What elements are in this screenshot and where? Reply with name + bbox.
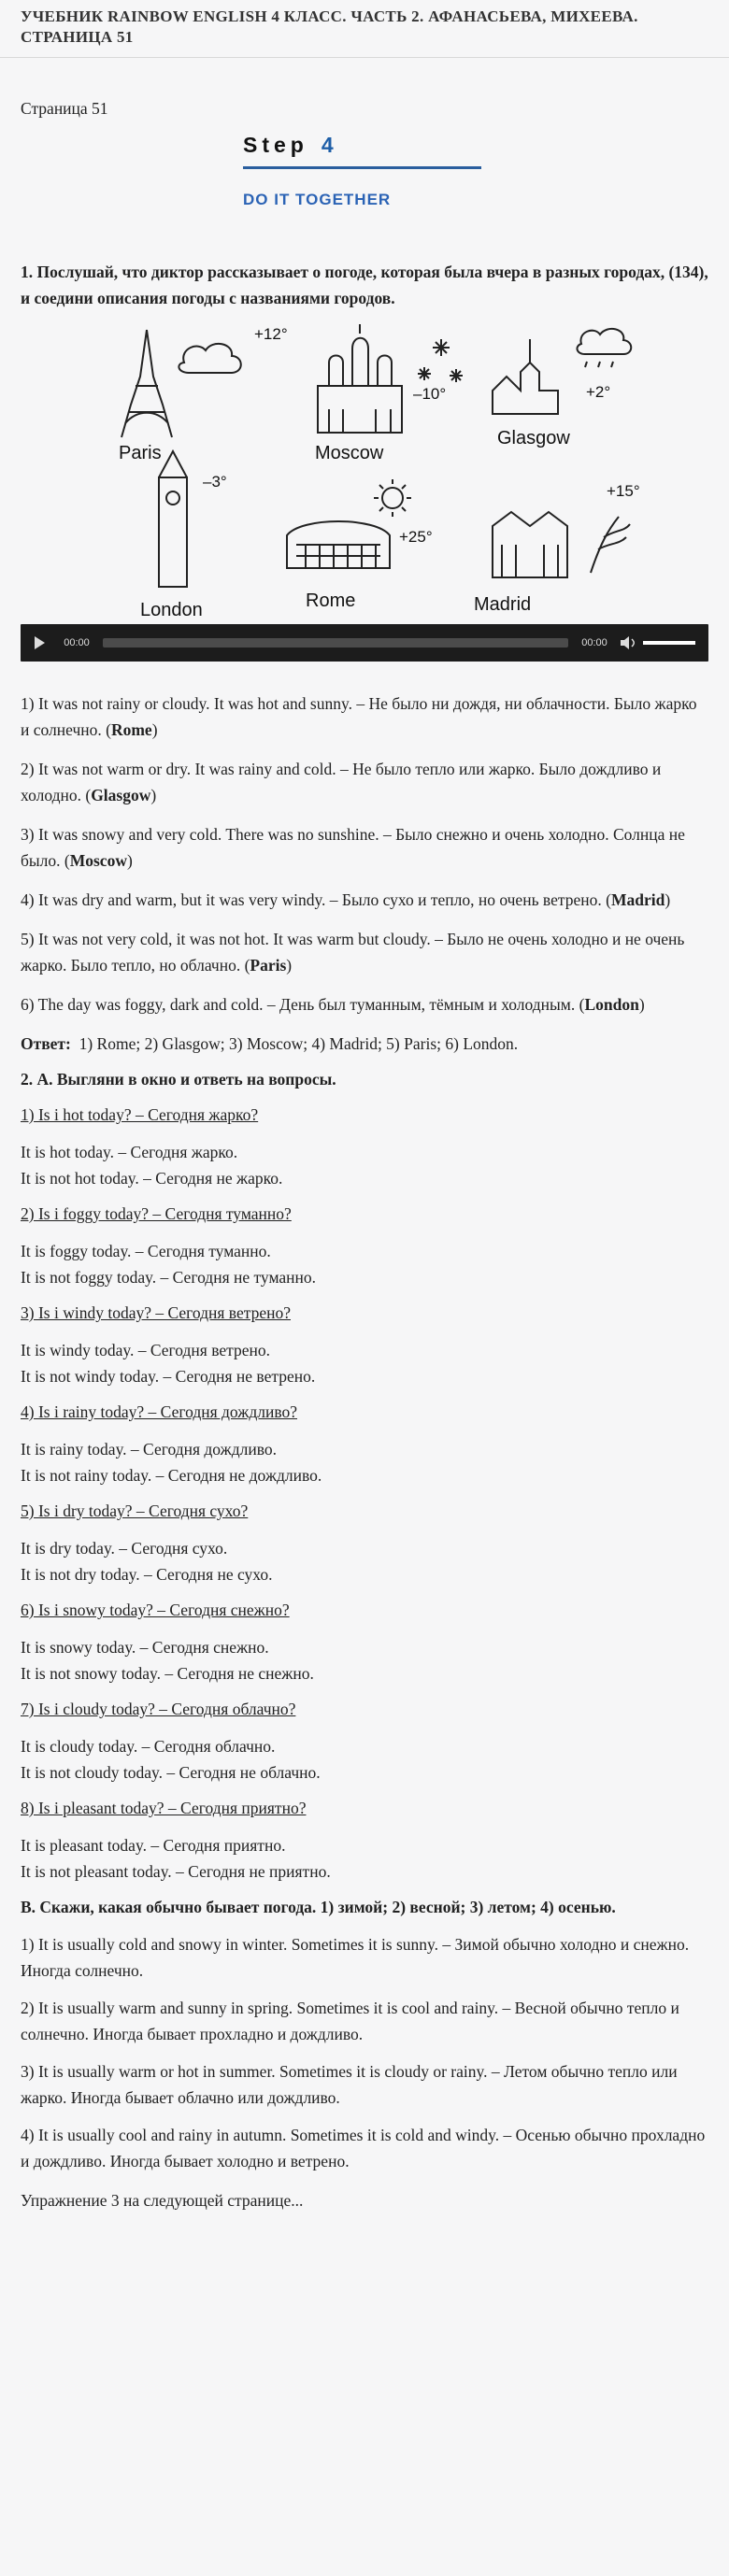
seasons-list (21, 1931, 708, 2174)
city-label-moscow: Moscow (315, 443, 384, 463)
item-end: ) (638, 995, 645, 1014)
task-2b-title: В. Скажи, какая обычно бывает погода. 1) зимой; 2) весной; 3) летом; 4) осенью. (21, 1898, 616, 1916)
answer-sentence: It is foggy today. – Сегодня туманно. (21, 1242, 271, 1260)
question: 2) Is i foggy today? – Сегодня туманно? (21, 1204, 292, 1223)
task-2a-title: 2. А. Выгляни в окно и ответь на вопросы. (21, 1070, 336, 1089)
city-label-paris: Paris (119, 443, 162, 463)
castle-icon (493, 339, 558, 414)
step-word: Step (243, 133, 308, 157)
temp-madrid: +15° (607, 482, 640, 500)
city-label-london: London (140, 600, 203, 620)
answer-sentence: It is rainy today. – Сегодня дождливо. (21, 1440, 277, 1459)
answer-sentence: It is dry today. – Сегодня сухо. (21, 1539, 228, 1558)
weather-illustration (21, 320, 708, 624)
answer-sentence: It is hot today. – Сегодня жарко. (21, 1143, 238, 1161)
list-item (21, 821, 708, 874)
cathedral-icon (318, 324, 402, 433)
item-text: 6) The day was foggy, dark and cold. – День был туманным, тёмным и холодным. ( (21, 995, 585, 1014)
step-underline (243, 166, 481, 169)
play-icon (33, 635, 46, 650)
item-city: London (584, 995, 639, 1014)
temp-paris: +12° (254, 325, 288, 343)
list-item (21, 926, 708, 978)
qa-list (21, 1102, 708, 1885)
list-item (21, 991, 708, 1018)
temp-rome: +25° (399, 528, 433, 546)
item-city: Paris (250, 956, 287, 975)
answer-sentence: It is not snowy today. – Сегодня не снежно. (21, 1664, 314, 1683)
temp-london: –3° (203, 473, 227, 491)
answer-sentence: It is cloudy today. – Сегодня облачно. (21, 1737, 276, 1756)
cloud-icon (179, 344, 240, 373)
temp-moscow: –10° (413, 385, 447, 403)
question: 3) Is i windy today? – Сегодня ветрено? (21, 1303, 291, 1322)
answer-sentence: It is snowy today. – Сегодня снежно. (21, 1638, 269, 1657)
volume-slider[interactable] (643, 641, 695, 645)
step-banner (21, 121, 708, 224)
article-content (0, 58, 729, 2213)
page-title: УЧЕБНИК RAINBOW ENGLISH 4 КЛАСС. ЧАСТЬ 2. АФАНАСЬЕВА, МИХЕЕВА. СТРАНИЦА 51 (21, 7, 638, 46)
task-1-title: 1. Послушай, что диктор рассказывает о погоде, которая была вчера в разных городах, (134), и соедини описания погоды с названиями городов. (21, 263, 708, 307)
item-city: Glasgow (91, 786, 151, 804)
answer-line (21, 1031, 708, 1057)
item-text: 5) It was not very cold, it was not hot. It was warm but cloudy. – Было не очень холодно и не очень жарко. Было тепло, но облачно. ( (21, 930, 685, 975)
mute-button[interactable] (613, 624, 643, 662)
season-item: 3) It is usually warm or hot in summer. Sometimes it is cloudy or rainy. – Летом обычно тепло или жарко. Иногда бывает облачно или дождливо. (21, 2062, 678, 2107)
rain-cloud-icon (577, 329, 631, 367)
big-ben-icon (159, 451, 187, 587)
answers-list-1 (21, 690, 708, 1018)
step-number: 4 (321, 133, 338, 157)
temp-glasgow: +2° (586, 383, 611, 401)
item-text: 1) It was not rainy or cloudy. It was hot and sunny. – Не было ни дождя, ни облачности. Было жарко и солнечно. ( (21, 694, 697, 739)
question: 7) Is i cloudy today? – Сегодня облачно? (21, 1700, 296, 1718)
step-subtitle: DO IT TOGETHER (243, 191, 392, 208)
season-item: 4) It is usually cool and rainy in autumn. Sometimes it is cold and windy. – Осенью обычно прохладно и дождливо. Иногда бывает холодно и ветрено. (21, 2126, 706, 2170)
answer-text: 1) Rome; 2) Glasgow; 3) Moscow; 4) Madrid; 5) Paris; 6) London. (79, 1034, 519, 1053)
next-page-note: Упражнение 3 на следующей странице... (21, 2191, 304, 2210)
eiffel-tower-icon (122, 330, 172, 437)
item-city: Rome (110, 720, 152, 739)
colosseum-icon (287, 521, 390, 568)
question: 5) Is i dry today? – Сегодня сухо? (21, 1501, 249, 1520)
answer-sentence: It is not windy today. – Сегодня не ветрено. (21, 1367, 316, 1386)
duration-time: 00:00 (581, 637, 608, 648)
answer-sentence: It is windy today. – Сегодня ветрено. (21, 1341, 270, 1359)
weather-cities-drawing (21, 320, 708, 624)
answer-sentence: It is not hot today. – Сегодня не жарко. (21, 1169, 283, 1188)
item-end: ) (665, 890, 671, 909)
sun-icon (374, 479, 411, 517)
volume-icon (620, 635, 636, 650)
answer-sentence: It is not dry today. – Сегодня не сухо. (21, 1565, 273, 1584)
answer-sentence: It is not rainy today. – Сегодня не дождливо. (21, 1466, 322, 1485)
item-text: 2) It was not warm or dry. It was rainy and cold. – Не было тепло или жарко. Было дождливо и холодно. ( (21, 760, 662, 804)
answer-sentence: It is not pleasant today. – Сегодня не приятно. (21, 1862, 331, 1881)
palace-icon (493, 512, 567, 577)
question: 8) Is i pleasant today? – Сегодня приятно? (21, 1799, 307, 1817)
item-end: ) (150, 786, 157, 804)
answer-sentence: It is pleasant today. – Сегодня приятно. (21, 1836, 286, 1855)
page-number-label: Страница 51 (21, 99, 108, 118)
answer-label: Ответ: (21, 1034, 71, 1053)
list-item (21, 887, 708, 913)
season-item: 2) It is usually warm and sunny in spring. Sometimes it is cool and rainy. – Весной обычно тепло и солнечно. Иногда бывает прохладно и дождливо. (21, 1999, 679, 2043)
step-title (243, 133, 338, 158)
question: 4) Is i rainy today? – Сегодня дождливо? (21, 1402, 297, 1421)
season-item: 1) It is usually cold and snowy in winter. Sometimes it is sunny. – Зимой обычно холодно и снежно. Иногда солнечно. (21, 1935, 690, 1980)
item-end: ) (286, 956, 293, 975)
item-end: ) (151, 720, 158, 739)
current-time: 00:00 (64, 637, 90, 648)
item-text: 4) It was dry and warm, but it was very windy. – Было сухо и тепло, но очень ветрено. ( (21, 890, 611, 909)
city-label-madrid: Madrid (474, 594, 532, 615)
question: 1) Is i hot today? – Сегодня жарко? (21, 1105, 259, 1124)
page-header (0, 0, 729, 58)
item-text: 3) It was snowy and very cold. There was no sunshine. – Было снежно и очень холодно. Солнца не было. ( (21, 825, 685, 870)
city-label-rome: Rome (306, 591, 356, 611)
item-city: Madrid (610, 890, 665, 909)
answer-sentence: It is not cloudy today. – Сегодня не облачно. (21, 1763, 321, 1782)
answer-sentence: It is not foggy today. – Сегодня не туманно. (21, 1268, 317, 1287)
item-end: ) (126, 851, 133, 870)
progress-track[interactable] (103, 638, 568, 648)
item-city: Moscow (69, 851, 127, 870)
list-item (21, 690, 708, 743)
wind-tree-icon (591, 517, 630, 573)
audio-player (21, 624, 708, 662)
list-item (21, 756, 708, 808)
city-label-glasgow: Glasgow (497, 428, 570, 448)
play-button[interactable] (21, 624, 58, 662)
snowflake-icon (418, 339, 463, 382)
question: 6) Is i snowy today? – Сегодня снежно? (21, 1601, 290, 1619)
